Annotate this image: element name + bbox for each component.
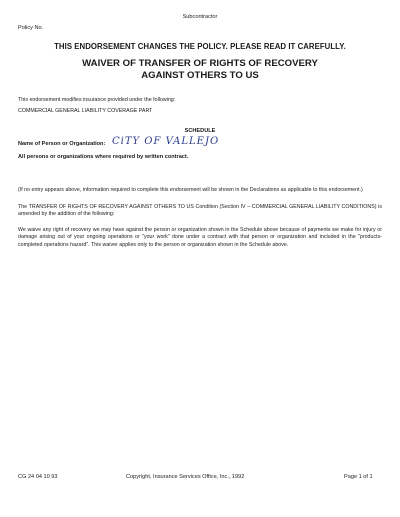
form-number: CG 24 04 10 93 bbox=[18, 474, 58, 480]
coverage-part: COMMERCIAL GENERAL LIABILITY COVERAGE PART bbox=[18, 108, 153, 114]
name-of-person-label: Name of Person or Organization: bbox=[18, 141, 106, 147]
condition-amendment: The TRANSFER OF RIGHTS OF RECOVERY AGAINST OTHERS TO US Condition (Section IV – COMMERCIAL GENERAL LIABILITY CONDITIONS) is amended by the addition of the following: bbox=[18, 204, 382, 218]
handwritten-name-entry: CiTY OF VALLEJO bbox=[112, 136, 220, 147]
title-line-1: WAIVER OF TRANSFER OF RIGHTS OF RECOVERY bbox=[82, 58, 318, 69]
endorsement-title bbox=[30, 58, 370, 81]
all-persons-statement: All persons or organizations where required by written contract. bbox=[18, 154, 189, 160]
schedule-heading: SCHEDULE bbox=[184, 128, 216, 134]
subcontractor-label: Subcontractor bbox=[182, 14, 218, 20]
declarations-note: (If no entry appears above, information required to complete this endorsement will be shown in the Declarations as applicable to this endorsement.) bbox=[18, 187, 363, 193]
page-number: Page 1 of 1 bbox=[344, 474, 373, 480]
policy-number-label: Policy No. bbox=[18, 25, 44, 31]
title-line-2: AGAINST OTHERS TO US bbox=[141, 69, 259, 81]
modifies-statement: This endorsement modifies insurance provided under the following: bbox=[18, 97, 176, 103]
policy-change-notice: THIS ENDORSEMENT CHANGES THE POLICY. PLEASE READ IT CAREFULLY. bbox=[54, 42, 346, 51]
copyright-notice: Copyright, Insurance Services Office, Inc., 1992 bbox=[126, 474, 245, 480]
waiver-clause: We waive any right of recovery we may have against the person or organization shown in the Schedule above because of payments we make for injury or damage arising out of your ongoing operations or "your work" done under a contract with that person or organization and included in the "products-completed operations hazard". This waiver applies only to the person or organization shown in the Schedule above. bbox=[18, 227, 382, 248]
